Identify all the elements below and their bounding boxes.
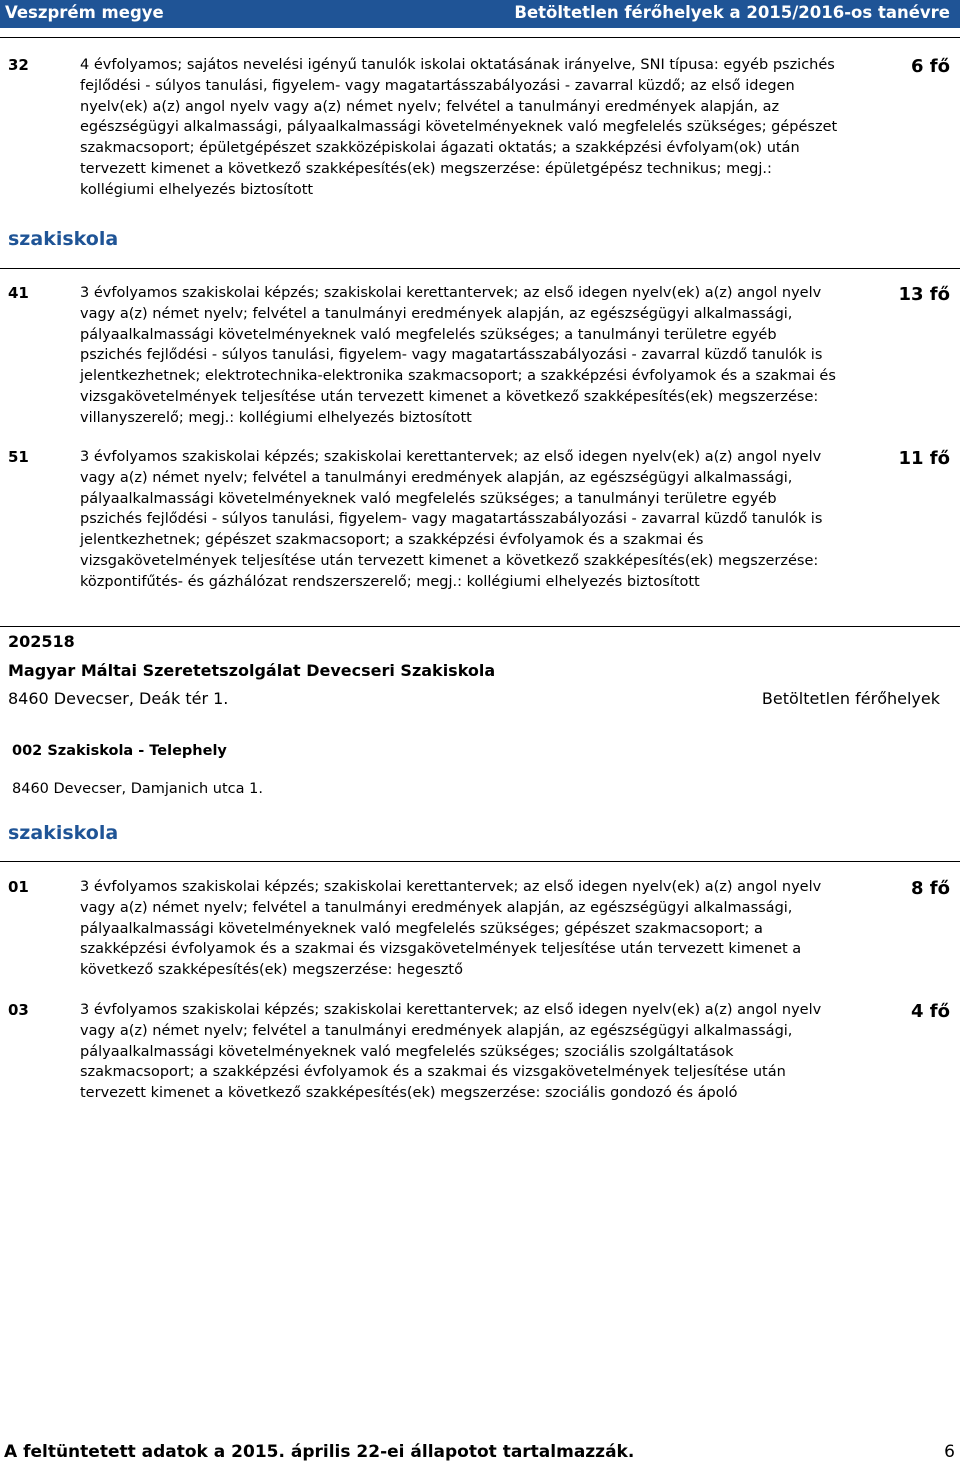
- site-address: 8460 Devecser, Damjanich utca 1.: [12, 781, 263, 797]
- section-heading: szakiskola: [8, 228, 119, 250]
- program-code: 03: [8, 1001, 29, 1019]
- divider: [0, 37, 960, 38]
- program-code: 32: [8, 56, 29, 74]
- divider: [0, 268, 960, 269]
- vacancy-count: 13 fő: [898, 284, 950, 305]
- program-code: 51: [8, 448, 29, 466]
- vacancy-count: 8 fő: [911, 878, 950, 899]
- vacancy-count: 6 fő: [911, 56, 950, 77]
- vacancy-count: 11 fő: [898, 448, 950, 469]
- section-heading: szakiskola: [8, 822, 119, 844]
- vacancies-label: Betöltetlen férőhelyek: [761, 689, 940, 708]
- program-description: 3 évfolyamos szakiskolai képzés; szakiskolai kerettantervek; az első idegen nyelv(ek) a(z) angol nyelv vagy a(z) német nyelv; felvétel a tanulmányi eredmények alapján, az egészségügyi alkalmassági, pályaalkalmassági követelményeknek való megfelelés szükséges; szociális szolgáltatások szakmacsoport; a szakképzési évfolyamok és a szakmai és vizsgakövetelmények teljesítése után tervezett kimenet a következő szakképesítés(ek) megszerzése: szociális gondozó és ápoló: [80, 1002, 822, 1101]
- institution-name: Magyar Máltai Szeretetszolgálat Devecseri Szakiskola: [8, 661, 496, 680]
- program-code: 41: [8, 284, 29, 302]
- program-description: 3 évfolyamos szakiskolai képzés; szakiskolai kerettantervek; az első idegen nyelv(ek) a(z) angol nyelv vagy a(z) német nyelv; felvétel a tanulmányi eredmények alapján, az egészségügyi alkalmassági, pályaalkalmassági követelményeknek való megfelelés szükséges; a tanulmányi területre egyéb pszichés fejlődési - súlyos tanulási, figyelem- vagy magatartásszabályozási - zavarral küzdő tanulók is jelentkezhetnek; elektrotechnika-elektronika szakmacsoport; a szakképzési évfolyamok és a szakmai és vizsgakövetelmények teljesítése után tervezett kimenet a következő szakképesítés(ek) megszerzése: villanyszerelő; megj.: kollégiumi elhelyezés biztosított: [80, 285, 836, 426]
- program-description: 4 évfolyamos; sajátos nevelési igényű tanulók iskolai oktatásának irányelve, SNI típusa: egyéb pszichés fejlődési - súlyos tanulási, figyelem- vagy magatartásszabályozási - zavarral küzdő; az első idegen nyelv(ek) a(z) angol nyelv vagy a(z) német nyelv; felvétel a tanulmányi eredmények alapján, az egészségügyi alkalmassági, pályaalkalmassági követelményeknek való megfelelés szükséges; gépészet szakmacsoport; épületgépészet szakközépiskolai ágazati oktatás; a szakképzési évfolyam(ok) után tervezett kimenet a következő szakképesítés(ek) megszerzése: épületgépész technikus; megj.: kollégiumi elhelyezés biztosított: [80, 57, 838, 198]
- page-number: 6: [944, 1442, 955, 1462]
- program-description: 3 évfolyamos szakiskolai képzés; szakiskolai kerettantervek; az első idegen nyelv(ek) a(z) angol nyelv vagy a(z) német nyelv; felvétel a tanulmányi eredmények alapján, az egészségügyi alkalmassági, pályaalkalmassági követelményeknek való megfelelés szükséges; a tanulmányi területre egyéb pszichés fejlődési - súlyos tanulási, figyelem- vagy magatartásszabályozási - zavarral küzdő tanulók is jelentkezhetnek; gépészet szakmacsoport; a szakképzési évfolyamok és a szakmai és vizsgakövetelmények teljesítése után tervezett kimenet a következő szakképesítés(ek) megszerzése: központifűtés- és gázhálózat rendszerszerelő; megj.: kollégiumi elhelyezés biztosított: [80, 449, 823, 590]
- divider: [0, 861, 960, 862]
- footer-note: A feltüntetett adatok a 2015. április 22-ei állapotot tartalmazzák.: [4, 1442, 635, 1462]
- institution-address: 8460 Devecser, Deák tér 1.: [8, 689, 229, 708]
- vacancy-count: 4 fő: [911, 1001, 950, 1022]
- program-description: 3 évfolyamos szakiskolai képzés; szakiskolai kerettantervek; az első idegen nyelv(ek) a(z) angol nyelv vagy a(z) német nyelv; felvétel a tanulmányi eredmények alapján, az egészségügyi alkalmassági, pályaalkalmassági követelményeknek való megfelelés szükséges; gépészet szakmacsoport; a szakképzési évfolyamok és a szakmai és vizsgakövetelmények teljesítése után tervezett kimenet a következő szakképesítés(ek) megszerzése: hegesztő: [80, 879, 822, 978]
- site-name: 002 Szakiskola - Telephely: [12, 743, 227, 759]
- county-title: Veszprém megye: [5, 3, 164, 22]
- institution-id: 202518: [8, 632, 75, 651]
- page-header: [0, 0, 960, 28]
- program-code: 01: [8, 878, 29, 896]
- divider: [0, 626, 960, 627]
- document-title: Betöltetlen férőhelyek a 2015/2016-os tanévre: [514, 3, 950, 22]
